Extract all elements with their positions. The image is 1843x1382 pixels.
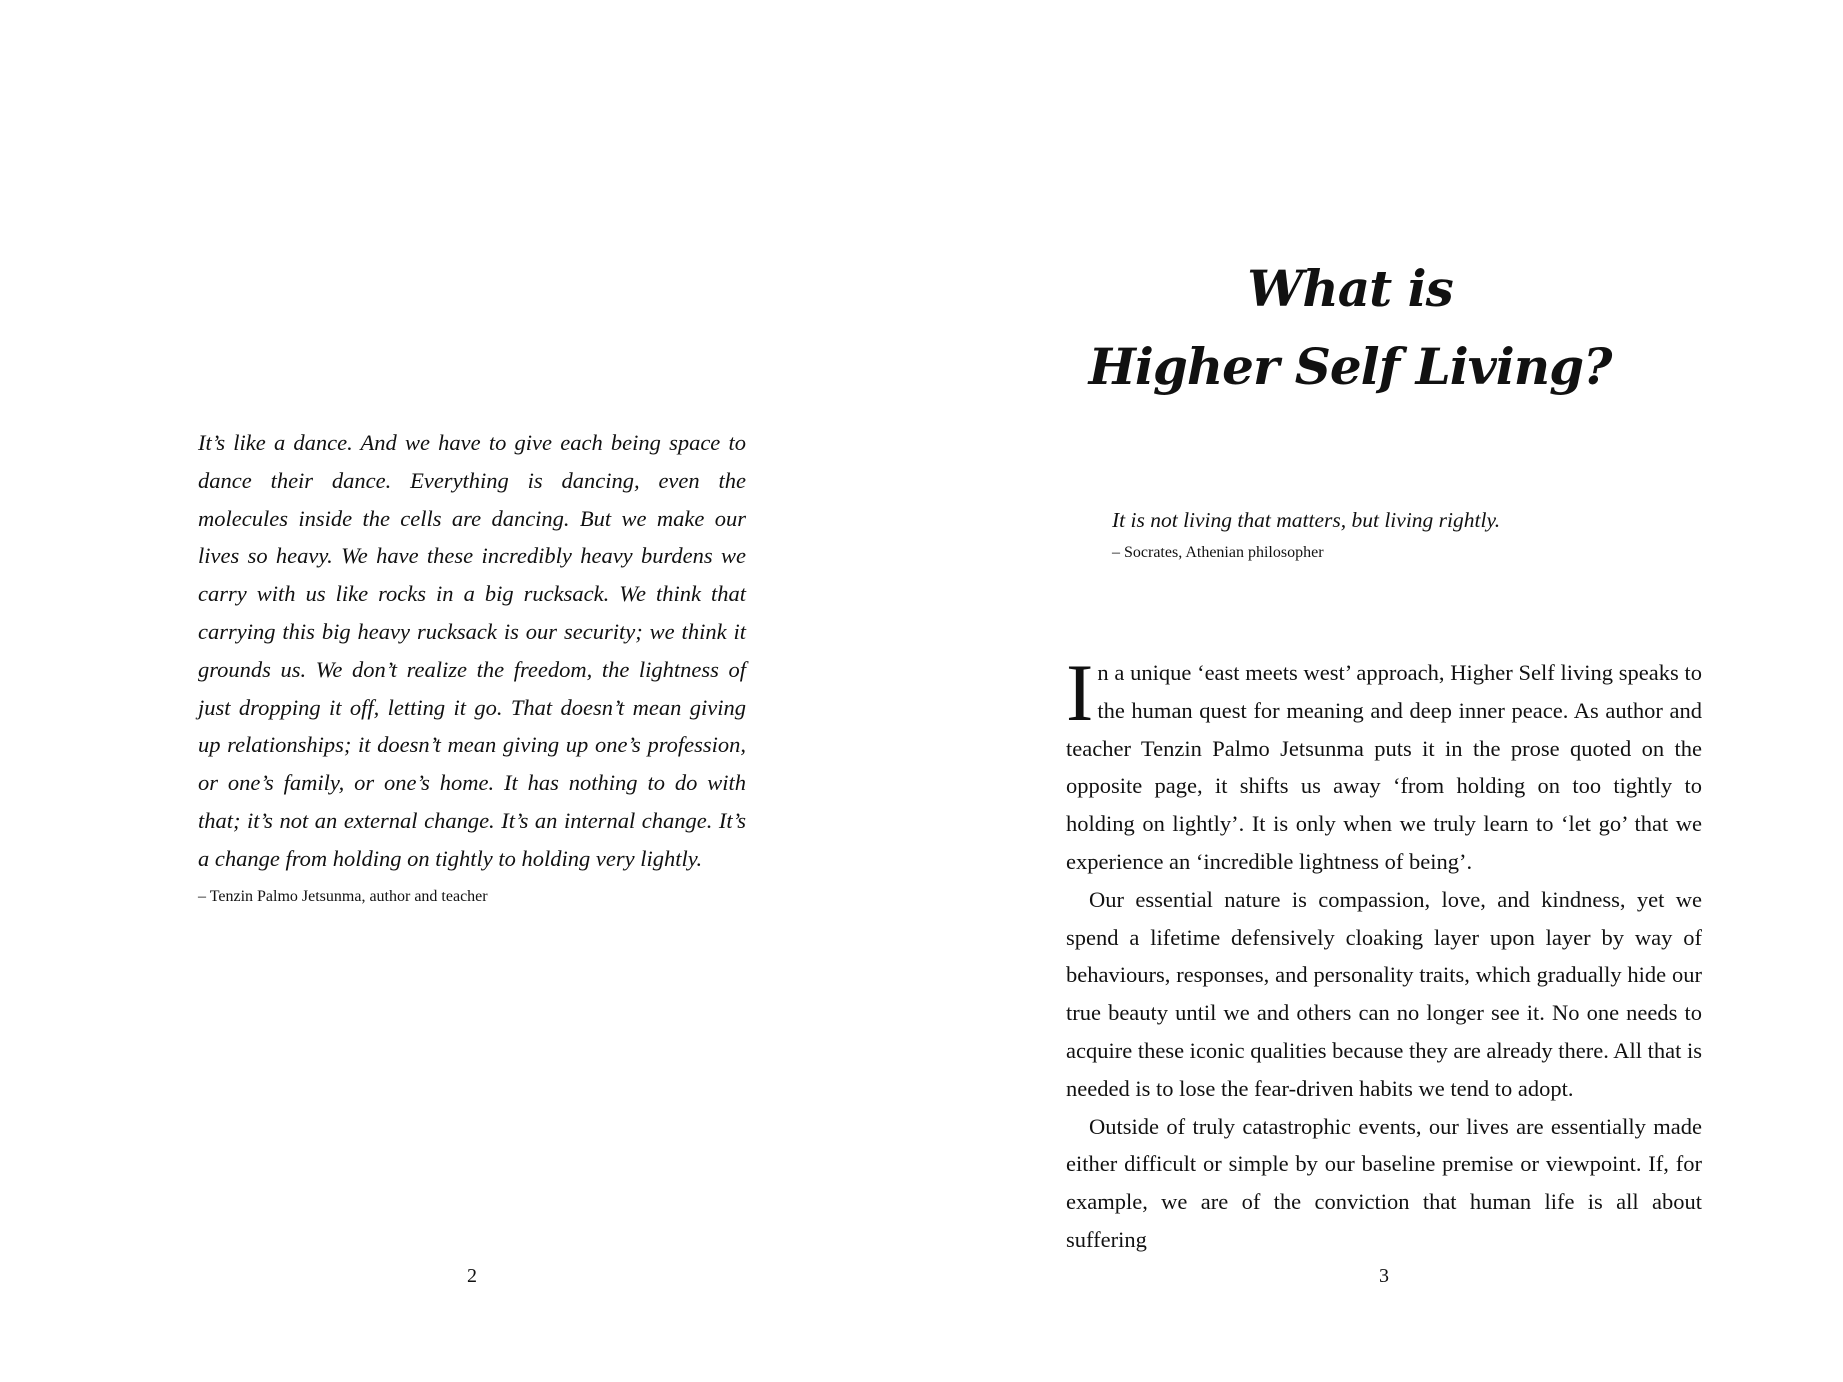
page-number-right: 3 (1379, 1265, 1389, 1287)
left-epigraph-attribution: – Tenzin Palmo Jetsunma, author and teacher (198, 887, 488, 905)
body-paragraph-2: Our essential nature is compassion, love, and kindness, yet we spend a lifetime defensively cloaking layer upon layer by way of behaviours, responses, and personality traits, which gradually hide our true beauty until we and others can no longer see it. No one needs to acquire these iconic qualities because they are already there. All that is needed is to lose the fear-driven habits we tend to adopt. (1066, 886, 1702, 1101)
drop-cap: I (1066, 647, 1094, 738)
chapter-title (1060, 250, 1640, 406)
left-epigraph-text: It’s like a dance. And we have to give each being space to dance their dance. Everything is dancing, even the molecules inside the cells are dancing. But we make our lives so heavy. We have these incredibly heavy burdens we carry with us like rocks in a big rucksack. We think that carrying this big heavy rucksack is our security; we think it grounds us. We don’t realize the freedom, the lightness of just dropping it off, letting it go. That doesn’t mean giving up relationships; it doesn’t mean giving up one’s profession, or one’s family, or one’s home. It has nothing to do with that; it’s not an external change. It’s an internal change. It’s a change from holding on tightly to holding very lightly. (198, 430, 746, 871)
page-number-left: 2 (467, 1265, 477, 1287)
body-paragraph-1-text: n a unique ‘east meets west’ approach, Higher Self living speaks to the human quest for meaning and deep inner peace. As author and teacher Tenzin Palmo Jetsunma puts it in the prose quoted on the opposite page, it shifts us away ‘from holding on too tightly to holding on lightly’. It is only when we truly learn to ‘let go’ that we experience an ‘incredible lightness of being’. (1066, 660, 1702, 874)
body-paragraph-3: Outside of truly catastrophic events, our lives are essentially made either difficult or simple by our baseline premise or viewpoint. If, for example, we are of the conviction that human life is all about suffering (1066, 1113, 1702, 1252)
body-paragraph-1 (1066, 647, 1702, 881)
body-text (1066, 647, 1702, 1259)
right-epigraph-attribution: – Socrates, Athenian philosopher (1112, 544, 1324, 561)
chapter-title-line2: Higher Self Living? (1088, 337, 1612, 396)
left-page (0, 0, 920, 1382)
left-epigraph (198, 424, 746, 908)
chapter-title-line1: What is (1247, 259, 1453, 318)
right-epigraph (1112, 504, 1632, 564)
right-epigraph-text: It is not living that matters, but living rightly. (1112, 508, 1501, 532)
